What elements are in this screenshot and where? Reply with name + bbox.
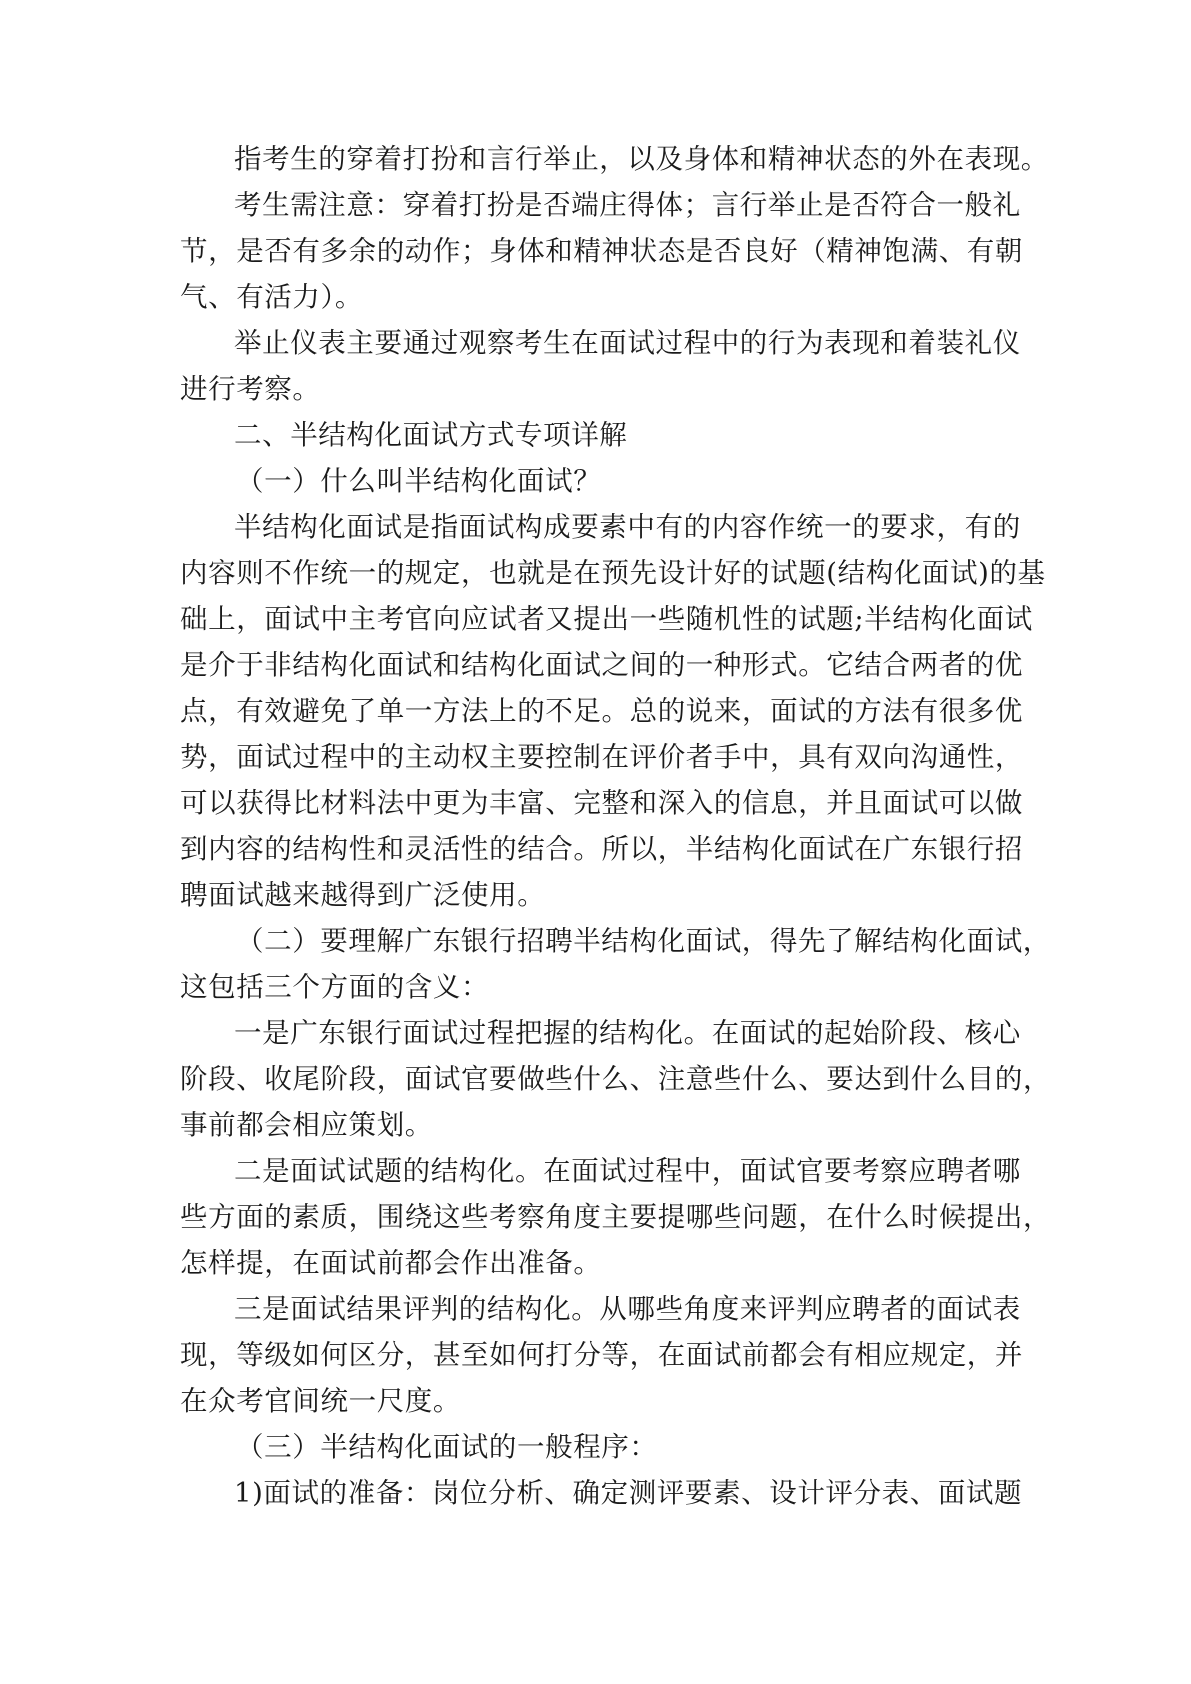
paragraph-line: 点，有效避免了单一方法上的不足。总的说来，面试的方法有很多优 (180, 695, 1023, 727)
paragraph-line: 现，等级如何区分，甚至如何打分等，在面试前都会有相应规定，并 (180, 1339, 1023, 1371)
paragraph-line: 是介于非结构化面试和结构化面试之间的一种形式。它结合两者的优 (180, 649, 1023, 681)
subsection-heading: （三）半结构化面试的一般程序： (236, 1431, 658, 1463)
paragraph-line: 二是面试试题的结构化。在面试过程中，面试官要考察应聘者哪 (234, 1155, 1021, 1187)
paragraph-line: 阶段、收尾阶段，面试官要做些什么、注意些什么、要达到什么目的， (180, 1063, 1052, 1095)
paragraph-line: 在众考官间统一尺度。 (180, 1385, 461, 1417)
paragraph-line: 势，面试过程中的主动权主要控制在评价者手中，具有双向沟通性， (180, 741, 1023, 773)
paragraph-line: 聘面试越来越得到广泛使用。 (180, 879, 546, 911)
paragraph-line: 考生需注意：穿着打扮是否端庄得体；言行举止是否符合一般礼 (234, 189, 1021, 221)
subsection-heading: （二）要理解广东银行招聘半结构化面试，得先了解结构化面试， (236, 925, 1051, 957)
subsection-heading: （一）什么叫半结构化面试？ (236, 465, 602, 497)
paragraph-line: 1)面试的准备：岗位分析、确定测评要素、设计评分表、面试题 (234, 1477, 1023, 1509)
paragraph-line: 指考生的穿着打扮和言行举止，以及身体和精神状态的外在表现。 (234, 143, 1049, 175)
paragraph-line: 气、有活力）。 (180, 281, 363, 313)
paragraph-line: 半结构化面试是指面试构成要素中有的内容作统一的要求，有的 (234, 511, 1021, 543)
paragraph-line: 到内容的结构性和灵活性的结合。所以，半结构化面试在广东银行招 (180, 833, 1023, 865)
paragraph-line: 事前都会相应策划。 (180, 1109, 433, 1141)
paragraph-line: 怎样提，在面试前都会作出准备。 (180, 1247, 602, 1279)
paragraph-line: 节，是否有多余的动作；身体和精神状态是否良好（精神饱满、有朝 (180, 235, 1023, 267)
paragraph-line: 一是广东银行面试过程把握的结构化。在面试的起始阶段、核心 (234, 1017, 1021, 1049)
paragraph-line: 这包括三个方面的含义： (180, 971, 490, 1003)
paragraph-line: 内容则不作统一的规定，也就是在预先设计好的试题(结构化面试)的基 (180, 557, 1046, 589)
paragraph-line: 可以获得比材料法中更为丰富、完整和深入的信息，并且面试可以做 (180, 787, 1023, 819)
paragraph-line: 进行考察。 (180, 373, 321, 405)
section-heading: 二、半结构化面试方式专项详解 (234, 419, 628, 451)
paragraph-line: 举止仪表主要通过观察考生在面试过程中的行为表现和着装礼仪 (234, 327, 1021, 359)
paragraph-line: 些方面的素质，围绕这些考察角度主要提哪些问题，在什么时候提出， (180, 1201, 1052, 1233)
paragraph-line: 础上，面试中主考官向应试者又提出一些随机性的试题;半结构化面试 (180, 603, 1033, 635)
paragraph-line: 三是面试结果评判的结构化。从哪些角度来评判应聘者的面试表 (234, 1293, 1021, 1325)
